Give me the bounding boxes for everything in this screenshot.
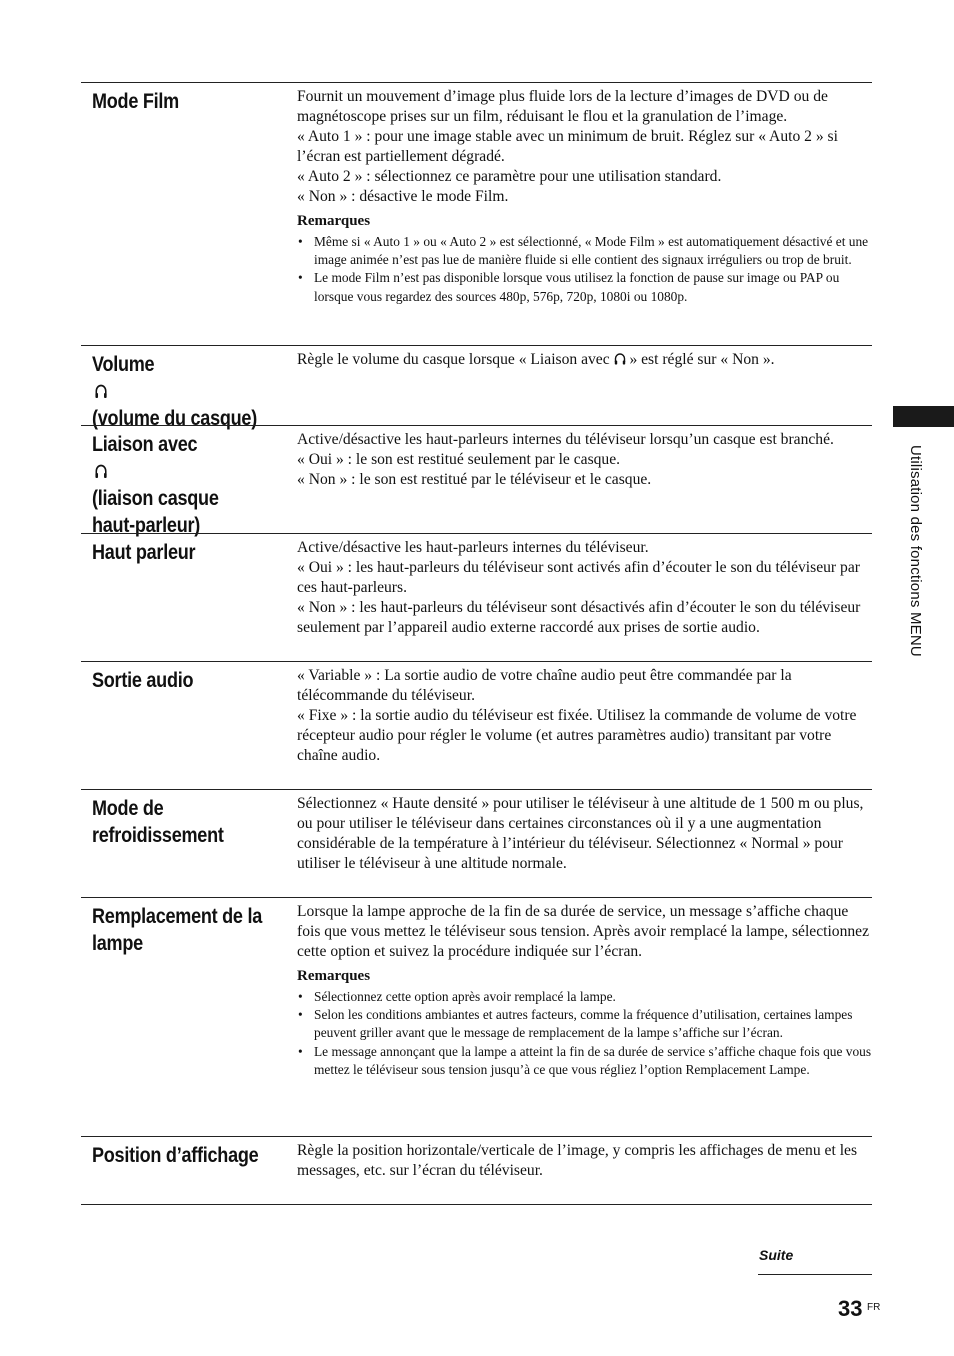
notes-heading: Remarques: [297, 968, 371, 984]
desc-paragraph: [297, 350, 875, 370]
desc-text: Règle le volume du casque lorsque « Liaison avec: [297, 351, 614, 368]
description: [297, 87, 875, 306]
note-item: • Même si « Auto 1 » ou « Auto 2 » est sélectionné, « Mode Film » est automatiquement désactivé et une image animée n’est pas lue de manière fluide si elle contient des signaux irréguliers ou trop de bruit.: [298, 234, 869, 268]
term-text: haut-parleur): [92, 514, 201, 537]
table-row-haut-parleur: [81, 533, 872, 662]
desc-paragraph: Lorsque la lampe approche de la fin de sa durée de service, un message s’affiche chaque fois que vous mettez le téléviseur sous tension. Après avoir remplacé la lampe, sélectionnez cette option et suivez la procédure indiquée sur l’écran.: [297, 903, 870, 960]
headphone-icon: [95, 463, 108, 480]
note-text: Sélectionnez cette option après avoir remplacé la lampe.: [314, 989, 616, 1004]
table-row-volume: [81, 345, 872, 430]
term-text: Remplacement de la: [92, 905, 263, 928]
headphone-icon: [95, 383, 108, 400]
note-text: Le mode Film n’est pas disponible lorsque vous utilisez la fonction de pause sur image ou PAP ou lorsque vous regardez des sources 480p, 576p, 720p, 1080i ou 1080p.: [314, 270, 840, 304]
term-text-line: [92, 431, 264, 485]
table-row-remplacement-lampe: [81, 897, 872, 1137]
description: [297, 666, 875, 766]
description: [297, 430, 875, 490]
continued-label: Suite: [759, 1247, 794, 1263]
headphone-icon: [614, 352, 626, 366]
term-text: Mode de: [92, 797, 164, 820]
term-label: [92, 1142, 264, 1169]
desc-paragraph: « Auto 2 » : sélectionnez ce paramètre pour une utilisation standard.: [297, 168, 722, 185]
desc-paragraph: « Fixe » : la sortie audio du téléviseur est fixée. Utilisez la commande de volume de votre récepteur audio pour régler le volume (et autres paramètres audio) transitant par votre chaîne audio.: [297, 707, 857, 764]
table-row-sortie-audio: [81, 661, 872, 790]
desc-paragraph: « Auto 1 » : pour une image stable avec un minimum de bruit. Réglez sur « Auto 2 » si l’écran est partiellement dégradé.: [297, 128, 838, 165]
term-label: [92, 539, 264, 566]
description: [297, 350, 875, 370]
note-item: • Le mode Film n’est pas disponible lorsque vous utilisez la fonction de pause sur image ou PAP ou lorsque vous regardez des sources 480p, 576p, 720p, 1080i ou 1080p.: [298, 270, 840, 304]
term-text: Sortie audio: [92, 669, 194, 692]
note-text: Le message annonçant que la lampe a atteint la fin de sa durée de service s’affiche chaque fois que vous mettez le téléviseur sous tension jusqu’à ce que vous régliez l’option Remplacement Lampe.: [314, 1043, 872, 1077]
term-text: (volume du casque): [92, 407, 257, 430]
description: [297, 1141, 875, 1181]
desc-paragraph: « Non » : désactive le mode Film.: [297, 188, 509, 205]
term-label: [92, 667, 264, 694]
term-text-line: [92, 351, 264, 405]
desc-paragraph: « Oui » : le son est restitué seulement par le casque.: [297, 451, 621, 468]
term-text: (liaison casque: [92, 487, 219, 510]
term-text: Mode Film: [92, 90, 179, 113]
term-text: Liaison avec: [92, 433, 198, 456]
desc-paragraph: « Variable » : La sortie audio de votre chaîne audio peut être commandée par la télécommande du téléviseur.: [297, 667, 792, 704]
note-text: Même si « Auto 1 » ou « Auto 2 » est sélectionné, « Mode Film » est automatiquement désactivé et une image animée n’est pas lue de manière fluide si elle contient des signaux irréguliers ou trop de bruit.: [314, 234, 869, 268]
term-text: refroidissement: [92, 824, 224, 847]
description: [297, 794, 875, 874]
note-text: Selon les conditions ambiantes et autres facteurs, comme la fréquence d’utilisation, certaines lampes peuvent griller avant que le message de remplacement de la lampe s’affiche sur l’écran.: [314, 1007, 853, 1041]
description: [297, 902, 875, 1079]
table-row-liaison: [81, 425, 872, 537]
note-item: • Selon les conditions ambiantes et autres facteurs, comme la fréquence d’utilisation, certaines lampes peuvent griller avant que le message de remplacement de la lampe s’affiche sur l’écran.: [298, 1007, 853, 1041]
table-row-mode-film: [81, 82, 872, 346]
term-text: lampe: [92, 932, 143, 955]
notes-list: [297, 988, 875, 1079]
note-item: • Le message annonçant que la lampe a atteint la fin de sa durée de service s’affiche chaque fois que vous mettez le téléviseur sous tension jusqu’à ce que vous régliez l’option Remplacement Lampe.: [298, 1043, 872, 1077]
term-label: [92, 351, 264, 432]
term-label: [92, 88, 264, 115]
term-text: Position d’affichage: [92, 1144, 259, 1167]
desc-paragraph: « Oui » : les haut-parleurs du téléviseur sont activés afin d’écouter le son du téléviseur par ces haut-parleurs.: [297, 559, 860, 596]
section-tab-marker: [893, 406, 954, 427]
notes-heading: Remarques: [297, 213, 371, 229]
description: [297, 538, 875, 638]
desc-paragraph: Fournit un mouvement d’image plus fluide lors de la lecture d’images de DVD ou de magnétoscope prises sur un film, réduisant le flou et la granulation de l’image.: [297, 88, 828, 125]
term-text: Haut parleur: [92, 541, 196, 564]
term-text: Volume: [92, 353, 155, 376]
table-row-mode-refroidissement: [81, 789, 872, 898]
divider: [758, 1274, 872, 1275]
desc-text: » est réglé sur « Non ».: [625, 351, 775, 368]
term-label: [92, 431, 264, 539]
section-side-label: Utilisation des fonctions MENU: [907, 445, 924, 657]
desc-paragraph: Active/désactive les haut-parleurs internes du téléviseur lorsqu’un casque est branché.: [297, 431, 834, 448]
desc-paragraph: « Non » : les haut-parleurs du téléviseur sont désactivés afin d’écouter le son du téléviseur seulement par l’appareil audio externe raccordé aux prises de sortie audio.: [297, 599, 861, 636]
notes-list: [297, 233, 875, 306]
page-language: FR: [867, 1302, 881, 1313]
note-item: • Sélectionnez cette option après avoir remplacé la lampe.: [298, 989, 616, 1004]
term-label: [92, 795, 264, 849]
desc-paragraph: « Non » : le son est restitué par le téléviseur et le casque.: [297, 471, 652, 488]
table-row-position-affichage: [81, 1136, 872, 1205]
desc-paragraph: Sélectionnez « Haute densité » pour utiliser le téléviseur à une altitude de 1 500 m ou plus, ou pour utiliser le téléviseur dans certaines circonstances où il y a une augmentation considérable de la température à l’intérieur du téléviseur. Sélectionnez « Normal » pour utiliser le téléviseur à une altitude normale.: [297, 795, 864, 872]
desc-paragraph: Règle la position horizontale/verticale de l’image, y compris les affichages de menu et les messages, etc. sur l’écran du téléviseur.: [297, 1142, 858, 1179]
page-number: 33: [838, 1296, 863, 1321]
desc-paragraph: Active/désactive les haut-parleurs internes du téléviseur.: [297, 539, 649, 556]
term-label: [92, 903, 264, 957]
